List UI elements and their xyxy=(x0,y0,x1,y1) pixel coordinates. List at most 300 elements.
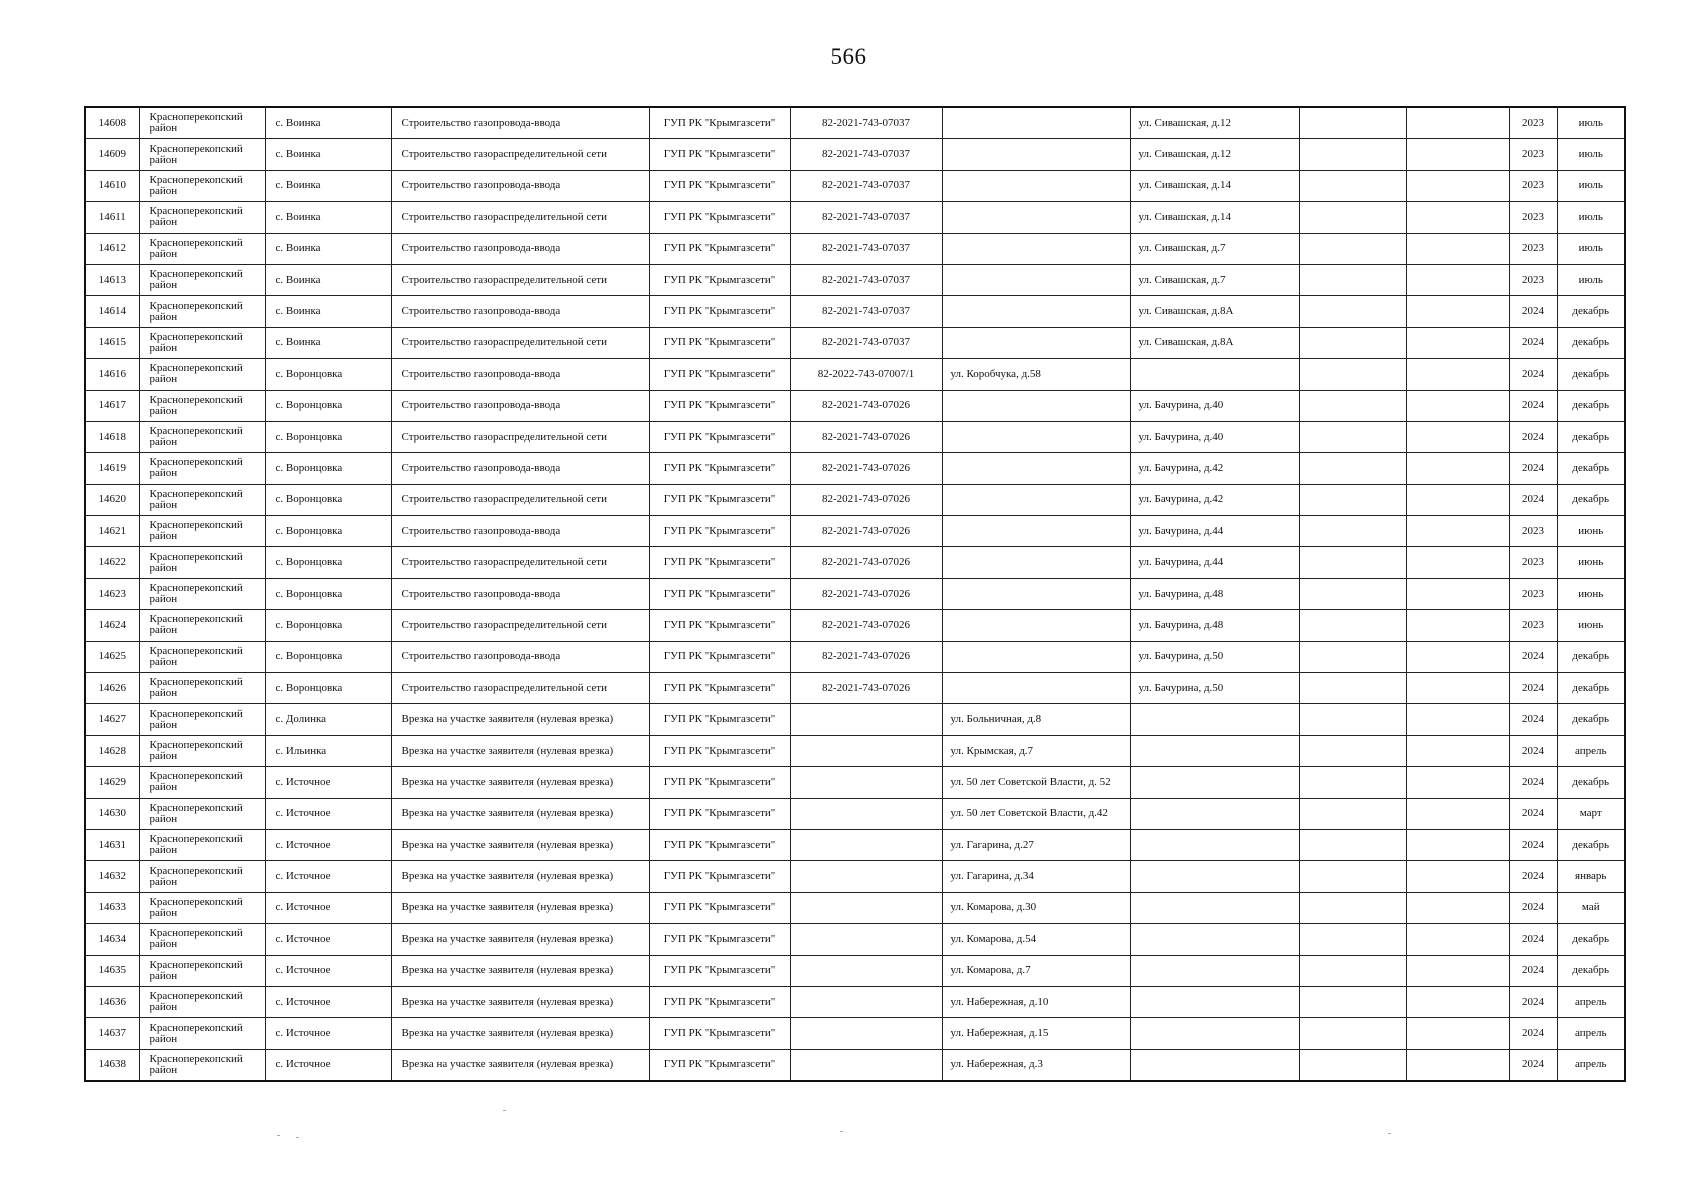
address-cell-primary xyxy=(942,547,1130,578)
empty-cell-b xyxy=(1406,798,1509,829)
settlement-cell: с. Источное xyxy=(265,767,391,798)
address-cell-secondary xyxy=(1130,1018,1299,1049)
district-cell: Красноперекопский район xyxy=(139,202,265,233)
row-number: 14625 xyxy=(85,641,139,672)
empty-cell-a xyxy=(1299,107,1406,139)
empty-cell-a xyxy=(1299,484,1406,515)
address-cell-secondary: ул. Бачурина, д.40 xyxy=(1130,390,1299,421)
row-number: 14630 xyxy=(85,798,139,829)
empty-cell-a xyxy=(1299,390,1406,421)
work-type-cell: Строительство газораспределительной сети xyxy=(391,139,649,170)
address-cell-primary xyxy=(942,296,1130,327)
row-number: 14635 xyxy=(85,955,139,986)
empty-cell-b xyxy=(1406,986,1509,1017)
year-cell: 2024 xyxy=(1509,484,1557,515)
district-cell: Красноперекопский район xyxy=(139,359,265,390)
year-cell: 2024 xyxy=(1509,924,1557,955)
empty-cell-b xyxy=(1406,359,1509,390)
address-cell-primary xyxy=(942,327,1130,358)
district-cell: Красноперекопский район xyxy=(139,421,265,452)
project-code-cell xyxy=(790,892,942,923)
address-cell-primary xyxy=(942,578,1130,609)
address-cell-secondary: ул. Сивашская, д.7 xyxy=(1130,264,1299,295)
address-cell-primary xyxy=(942,107,1130,139)
year-cell: 2023 xyxy=(1509,170,1557,201)
district-cell: Красноперекопский район xyxy=(139,892,265,923)
empty-cell-a xyxy=(1299,578,1406,609)
organization-cell: ГУП РК "Крымгазсети" xyxy=(649,547,790,578)
organization-cell: ГУП РК "Крымгазсети" xyxy=(649,264,790,295)
address-cell-primary: ул. Комарова, д.7 xyxy=(942,955,1130,986)
organization-cell: ГУП РК "Крымгазсети" xyxy=(649,924,790,955)
settlement-cell: с. Воронцовка xyxy=(265,453,391,484)
organization-cell: ГУП РК "Крымгазсети" xyxy=(649,1018,790,1049)
empty-cell-b xyxy=(1406,139,1509,170)
empty-cell-b xyxy=(1406,735,1509,766)
organization-cell: ГУП РК "Крымгазсети" xyxy=(649,861,790,892)
table-row xyxy=(85,798,1625,829)
table-row xyxy=(85,296,1625,327)
address-cell-secondary xyxy=(1130,892,1299,923)
empty-cell-b xyxy=(1406,1049,1509,1081)
address-cell-secondary: ул. Бачурина, д.44 xyxy=(1130,547,1299,578)
project-code-cell: 82-2021-743-07037 xyxy=(790,296,942,327)
empty-cell-a xyxy=(1299,892,1406,923)
month-cell: декабрь xyxy=(1557,484,1625,515)
empty-cell-a xyxy=(1299,735,1406,766)
settlement-cell: с. Источное xyxy=(265,955,391,986)
year-cell: 2023 xyxy=(1509,202,1557,233)
organization-cell: ГУП РК "Крымгазсети" xyxy=(649,829,790,860)
table-row xyxy=(85,924,1625,955)
year-cell: 2024 xyxy=(1509,673,1557,704)
month-cell: июнь xyxy=(1557,547,1625,578)
organization-cell: ГУП РК "Крымгазсети" xyxy=(649,578,790,609)
project-code-cell: 82-2021-743-07026 xyxy=(790,484,942,515)
project-code-cell xyxy=(790,798,942,829)
year-cell: 2023 xyxy=(1509,233,1557,264)
address-cell-primary: ул. Коробчука, д.58 xyxy=(942,359,1130,390)
settlement-cell: с. Воронцовка xyxy=(265,390,391,421)
empty-cell-a xyxy=(1299,202,1406,233)
address-cell-secondary: ул. Бачурина, д.50 xyxy=(1130,673,1299,704)
empty-cell-a xyxy=(1299,516,1406,547)
month-cell: июль xyxy=(1557,233,1625,264)
work-type-cell: Строительство газораспределительной сети xyxy=(391,327,649,358)
address-cell-primary: ул. 50 лет Советской Власти, д. 52 xyxy=(942,767,1130,798)
organization-cell: ГУП РК "Крымгазсети" xyxy=(649,453,790,484)
table-row xyxy=(85,202,1625,233)
year-cell: 2023 xyxy=(1509,264,1557,295)
address-cell-primary: ул. Гагарина, д.27 xyxy=(942,829,1130,860)
empty-cell-b xyxy=(1406,955,1509,986)
empty-cell-b xyxy=(1406,202,1509,233)
address-cell-primary xyxy=(942,139,1130,170)
project-code-cell: 82-2021-743-07026 xyxy=(790,453,942,484)
page-number: 566 xyxy=(830,44,867,69)
address-cell-secondary: ул. Сивашская, д.14 xyxy=(1130,202,1299,233)
empty-cell-a xyxy=(1299,861,1406,892)
work-type-cell: Строительство газораспределительной сети xyxy=(391,484,649,515)
month-cell: март xyxy=(1557,798,1625,829)
settlement-cell: с. Воронцовка xyxy=(265,421,391,452)
scan-speck xyxy=(1388,1133,1391,1134)
table-row xyxy=(85,264,1625,295)
address-cell-secondary xyxy=(1130,955,1299,986)
settlement-cell: с. Источное xyxy=(265,798,391,829)
address-cell-secondary: ул. Бачурина, д.50 xyxy=(1130,641,1299,672)
project-code-cell: 82-2021-743-07037 xyxy=(790,233,942,264)
empty-cell-b xyxy=(1406,516,1509,547)
settlement-cell: с. Воинка xyxy=(265,170,391,201)
empty-cell-b xyxy=(1406,578,1509,609)
month-cell: декабрь xyxy=(1557,924,1625,955)
organization-cell: ГУП РК "Крымгазсети" xyxy=(649,170,790,201)
organization-cell: ГУП РК "Крымгазсети" xyxy=(649,484,790,515)
table-row xyxy=(85,610,1625,641)
project-code-cell: 82-2021-743-07026 xyxy=(790,610,942,641)
settlement-cell: с. Воронцовка xyxy=(265,578,391,609)
district-cell: Красноперекопский район xyxy=(139,453,265,484)
empty-cell-b xyxy=(1406,421,1509,452)
address-cell-secondary xyxy=(1130,798,1299,829)
address-cell-secondary: ул. Бачурина, д.42 xyxy=(1130,453,1299,484)
row-number: 14612 xyxy=(85,233,139,264)
scan-speck xyxy=(277,1135,280,1136)
settlement-cell: с. Воронцовка xyxy=(265,673,391,704)
district-cell: Красноперекопский район xyxy=(139,296,265,327)
district-cell: Красноперекопский район xyxy=(139,986,265,1017)
year-cell: 2024 xyxy=(1509,892,1557,923)
empty-cell-a xyxy=(1299,924,1406,955)
settlement-cell: с. Источное xyxy=(265,1018,391,1049)
organization-cell: ГУП РК "Крымгазсети" xyxy=(649,767,790,798)
work-type-cell: Врезка на участке заявителя (нулевая врезка) xyxy=(391,986,649,1017)
work-type-cell: Строительство газораспределительной сети xyxy=(391,610,649,641)
address-cell-secondary: ул. Сивашская, д.12 xyxy=(1130,107,1299,139)
address-cell-primary xyxy=(942,170,1130,201)
row-number: 14628 xyxy=(85,735,139,766)
settlement-cell: с. Воинка xyxy=(265,202,391,233)
address-cell-primary: ул. Гагарина, д.34 xyxy=(942,861,1130,892)
empty-cell-b xyxy=(1406,453,1509,484)
work-type-cell: Врезка на участке заявителя (нулевая врезка) xyxy=(391,735,649,766)
organization-cell: ГУП РК "Крымгазсети" xyxy=(649,359,790,390)
address-cell-primary: ул. Крымская, д.7 xyxy=(942,735,1130,766)
month-cell: апрель xyxy=(1557,986,1625,1017)
district-cell: Красноперекопский район xyxy=(139,516,265,547)
work-type-cell: Строительство газопровода-ввода xyxy=(391,233,649,264)
district-cell: Красноперекопский район xyxy=(139,547,265,578)
organization-cell: ГУП РК "Крымгазсети" xyxy=(649,390,790,421)
year-cell: 2024 xyxy=(1509,641,1557,672)
year-cell: 2024 xyxy=(1509,829,1557,860)
empty-cell-b xyxy=(1406,1018,1509,1049)
district-cell: Красноперекопский район xyxy=(139,735,265,766)
year-cell: 2024 xyxy=(1509,390,1557,421)
work-type-cell: Строительство газопровода-ввода xyxy=(391,359,649,390)
month-cell: декабрь xyxy=(1557,421,1625,452)
district-cell: Красноперекопский район xyxy=(139,924,265,955)
work-type-cell: Врезка на участке заявителя (нулевая врезка) xyxy=(391,924,649,955)
month-cell: июль xyxy=(1557,139,1625,170)
work-type-cell: Врезка на участке заявителя (нулевая врезка) xyxy=(391,892,649,923)
year-cell: 2024 xyxy=(1509,327,1557,358)
year-cell: 2024 xyxy=(1509,704,1557,735)
year-cell: 2023 xyxy=(1509,610,1557,641)
organization-cell: ГУП РК "Крымгазсети" xyxy=(649,955,790,986)
project-code-cell: 82-2021-743-07026 xyxy=(790,673,942,704)
settlement-cell: с. Воинка xyxy=(265,327,391,358)
year-cell: 2023 xyxy=(1509,516,1557,547)
address-cell-secondary: ул. Бачурина, д.44 xyxy=(1130,516,1299,547)
year-cell: 2024 xyxy=(1509,798,1557,829)
month-cell: апрель xyxy=(1557,735,1625,766)
month-cell: декабрь xyxy=(1557,327,1625,358)
address-cell-primary xyxy=(942,484,1130,515)
row-number: 14608 xyxy=(85,107,139,139)
project-code-cell xyxy=(790,986,942,1017)
address-cell-secondary: ул. Сивашская, д.7 xyxy=(1130,233,1299,264)
row-number: 14613 xyxy=(85,264,139,295)
month-cell: июнь xyxy=(1557,516,1625,547)
organization-cell: ГУП РК "Крымгазсети" xyxy=(649,421,790,452)
district-cell: Красноперекопский район xyxy=(139,390,265,421)
table-row xyxy=(85,516,1625,547)
row-number: 14631 xyxy=(85,829,139,860)
work-type-cell: Строительство газопровода-ввода xyxy=(391,453,649,484)
empty-cell-a xyxy=(1299,610,1406,641)
empty-cell-a xyxy=(1299,359,1406,390)
district-cell: Красноперекопский район xyxy=(139,107,265,139)
district-cell: Красноперекопский район xyxy=(139,1018,265,1049)
organization-cell: ГУП РК "Крымгазсети" xyxy=(649,986,790,1017)
table-row xyxy=(85,453,1625,484)
row-number: 14622 xyxy=(85,547,139,578)
empty-cell-b xyxy=(1406,641,1509,672)
settlement-cell: с. Воинка xyxy=(265,296,391,327)
year-cell: 2024 xyxy=(1509,1018,1557,1049)
project-code-cell: 82-2021-743-07037 xyxy=(790,107,942,139)
table-row xyxy=(85,107,1625,139)
month-cell: июль xyxy=(1557,202,1625,233)
empty-cell-b xyxy=(1406,390,1509,421)
work-type-cell: Строительство газораспределительной сети xyxy=(391,673,649,704)
project-code-cell xyxy=(790,704,942,735)
month-cell: июнь xyxy=(1557,610,1625,641)
organization-cell: ГУП РК "Крымгазсети" xyxy=(649,327,790,358)
empty-cell-a xyxy=(1299,139,1406,170)
work-type-cell: Строительство газораспределительной сети xyxy=(391,202,649,233)
project-code-cell: 82-2021-743-07037 xyxy=(790,264,942,295)
table-row xyxy=(85,704,1625,735)
settlement-cell: с. Воронцовка xyxy=(265,641,391,672)
row-number: 14626 xyxy=(85,673,139,704)
address-cell-primary: ул. Набережная, д.15 xyxy=(942,1018,1130,1049)
empty-cell-a xyxy=(1299,233,1406,264)
table-row xyxy=(85,955,1625,986)
table-row xyxy=(85,641,1625,672)
project-code-cell: 82-2021-743-07026 xyxy=(790,547,942,578)
work-type-cell: Строительство газопровода-ввода xyxy=(391,107,649,139)
table-row xyxy=(85,359,1625,390)
month-cell: декабрь xyxy=(1557,359,1625,390)
empty-cell-a xyxy=(1299,1018,1406,1049)
district-cell: Красноперекопский район xyxy=(139,829,265,860)
month-cell: июль xyxy=(1557,264,1625,295)
address-cell-secondary: ул. Бачурина, д.48 xyxy=(1130,578,1299,609)
row-number: 14632 xyxy=(85,861,139,892)
address-cell-secondary: ул. Сивашская, д.12 xyxy=(1130,139,1299,170)
year-cell: 2024 xyxy=(1509,986,1557,1017)
row-number: 14629 xyxy=(85,767,139,798)
project-code-cell xyxy=(790,924,942,955)
month-cell: декабрь xyxy=(1557,390,1625,421)
empty-cell-b xyxy=(1406,233,1509,264)
organization-cell: ГУП РК "Крымгазсети" xyxy=(649,107,790,139)
year-cell: 2023 xyxy=(1509,547,1557,578)
empty-cell-b xyxy=(1406,673,1509,704)
row-number: 14619 xyxy=(85,453,139,484)
address-cell-primary: ул. Больничная, д.8 xyxy=(942,704,1130,735)
row-number: 14609 xyxy=(85,139,139,170)
organization-cell: ГУП РК "Крымгазсети" xyxy=(649,233,790,264)
district-cell: Красноперекопский район xyxy=(139,673,265,704)
address-cell-secondary xyxy=(1130,767,1299,798)
year-cell: 2024 xyxy=(1509,1049,1557,1081)
month-cell: декабрь xyxy=(1557,767,1625,798)
settlement-cell: с. Долинка xyxy=(265,704,391,735)
table-row xyxy=(85,170,1625,201)
row-number: 14620 xyxy=(85,484,139,515)
table-row xyxy=(85,1018,1625,1049)
address-cell-secondary xyxy=(1130,924,1299,955)
empty-cell-b xyxy=(1406,547,1509,578)
month-cell: январь xyxy=(1557,861,1625,892)
organization-cell: ГУП РК "Крымгазсети" xyxy=(649,296,790,327)
district-cell: Красноперекопский район xyxy=(139,955,265,986)
settlement-cell: с. Воинка xyxy=(265,264,391,295)
organization-cell: ГУП РК "Крымгазсети" xyxy=(649,704,790,735)
district-cell: Красноперекопский район xyxy=(139,233,265,264)
table-row xyxy=(85,421,1625,452)
month-cell: май xyxy=(1557,892,1625,923)
year-cell: 2024 xyxy=(1509,453,1557,484)
organization-cell: ГУП РК "Крымгазсети" xyxy=(649,516,790,547)
empty-cell-b xyxy=(1406,170,1509,201)
organization-cell: ГУП РК "Крымгазсети" xyxy=(649,641,790,672)
work-type-cell: Врезка на участке заявителя (нулевая врезка) xyxy=(391,829,649,860)
table-row xyxy=(85,233,1625,264)
district-cell: Красноперекопский район xyxy=(139,170,265,201)
address-cell-primary xyxy=(942,202,1130,233)
table-row xyxy=(85,578,1625,609)
empty-cell-a xyxy=(1299,704,1406,735)
empty-cell-a xyxy=(1299,170,1406,201)
month-cell: декабрь xyxy=(1557,296,1625,327)
empty-cell-b xyxy=(1406,107,1509,139)
work-type-cell: Строительство газопровода-ввода xyxy=(391,390,649,421)
empty-cell-a xyxy=(1299,547,1406,578)
table-row xyxy=(85,673,1625,704)
project-code-cell: 82-2021-743-07026 xyxy=(790,516,942,547)
empty-cell-a xyxy=(1299,641,1406,672)
work-type-cell: Врезка на участке заявителя (нулевая врезка) xyxy=(391,704,649,735)
month-cell: декабрь xyxy=(1557,641,1625,672)
settlement-cell: с. Источное xyxy=(265,1049,391,1081)
empty-cell-a xyxy=(1299,955,1406,986)
address-cell-primary: ул. 50 лет Советской Власти, д.42 xyxy=(942,798,1130,829)
project-code-cell: 82-2021-743-07037 xyxy=(790,170,942,201)
project-code-cell xyxy=(790,735,942,766)
empty-cell-b xyxy=(1406,484,1509,515)
address-cell-secondary: ул. Сивашская, д.8А xyxy=(1130,296,1299,327)
settlement-cell: с. Источное xyxy=(265,829,391,860)
row-number: 14623 xyxy=(85,578,139,609)
address-cell-secondary xyxy=(1130,861,1299,892)
district-cell: Красноперекопский район xyxy=(139,139,265,170)
work-type-cell: Строительство газопровода-ввода xyxy=(391,516,649,547)
scan-speck xyxy=(503,1110,506,1111)
settlement-cell: с. Воронцовка xyxy=(265,516,391,547)
empty-cell-b xyxy=(1406,264,1509,295)
scan-speck xyxy=(840,1131,843,1132)
work-type-cell: Строительство газораспределительной сети xyxy=(391,547,649,578)
year-cell: 2023 xyxy=(1509,139,1557,170)
row-number: 14617 xyxy=(85,390,139,421)
year-cell: 2024 xyxy=(1509,861,1557,892)
table-row xyxy=(85,892,1625,923)
work-type-cell: Врезка на участке заявителя (нулевая врезка) xyxy=(391,861,649,892)
row-number: 14633 xyxy=(85,892,139,923)
project-code-cell xyxy=(790,955,942,986)
year-cell: 2023 xyxy=(1509,107,1557,139)
table-row xyxy=(85,986,1625,1017)
address-cell-primary xyxy=(942,233,1130,264)
district-cell: Красноперекопский район xyxy=(139,798,265,829)
year-cell: 2024 xyxy=(1509,421,1557,452)
gas-works-table xyxy=(84,106,1626,1082)
empty-cell-a xyxy=(1299,767,1406,798)
empty-cell-b xyxy=(1406,704,1509,735)
work-type-cell: Строительство газопровода-ввода xyxy=(391,641,649,672)
settlement-cell: с. Источное xyxy=(265,861,391,892)
work-type-cell: Врезка на участке заявителя (нулевая врезка) xyxy=(391,955,649,986)
project-code-cell xyxy=(790,1018,942,1049)
organization-cell: ГУП РК "Крымгазсети" xyxy=(649,673,790,704)
table-row xyxy=(85,829,1625,860)
empty-cell-a xyxy=(1299,1049,1406,1081)
settlement-cell: с. Источное xyxy=(265,986,391,1017)
empty-cell-b xyxy=(1406,327,1509,358)
row-number: 14621 xyxy=(85,516,139,547)
empty-cell-b xyxy=(1406,924,1509,955)
district-cell: Красноперекопский район xyxy=(139,1049,265,1081)
empty-cell-a xyxy=(1299,327,1406,358)
address-cell-secondary: ул. Сивашская, д.14 xyxy=(1130,170,1299,201)
settlement-cell: с. Воронцовка xyxy=(265,484,391,515)
settlement-cell: с. Воронцовка xyxy=(265,359,391,390)
month-cell: апрель xyxy=(1557,1018,1625,1049)
scan-speck xyxy=(296,1137,299,1138)
table-row xyxy=(85,547,1625,578)
row-number: 14624 xyxy=(85,610,139,641)
settlement-cell: с. Воинка xyxy=(265,107,391,139)
table-row xyxy=(85,861,1625,892)
project-code-cell: 82-2022-743-07007/1 xyxy=(790,359,942,390)
work-type-cell: Врезка на участке заявителя (нулевая врезка) xyxy=(391,767,649,798)
district-cell: Красноперекопский район xyxy=(139,327,265,358)
